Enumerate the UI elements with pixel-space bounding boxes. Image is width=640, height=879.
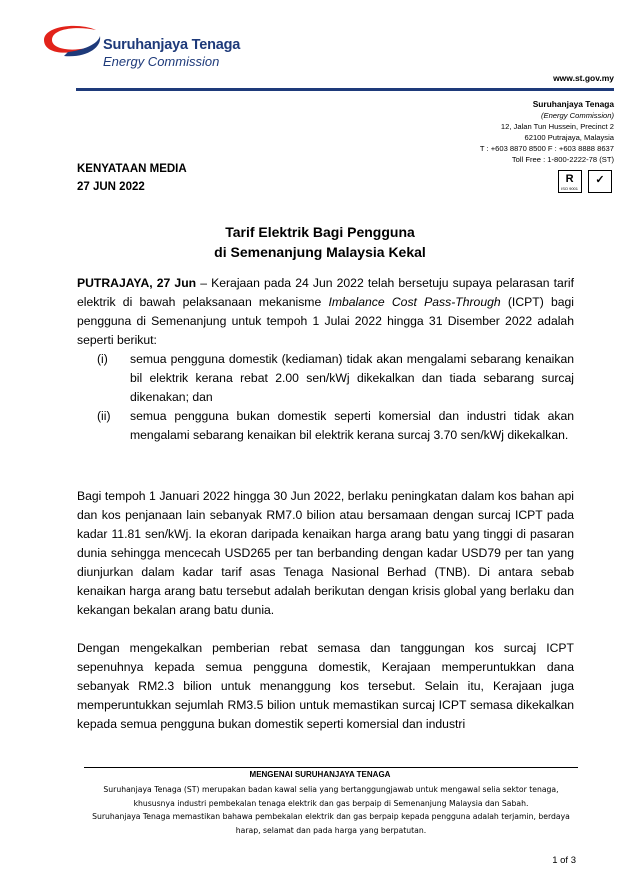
header-divider — [76, 88, 614, 91]
iso-cert-icon: R ISO 9001 — [558, 170, 582, 193]
paragraph-coal-prices: Bagi tempoh 1 Januari 2022 hingga 30 Jun 2022, berlaku peningkatan dalam kos bahan api dan kos penjanaan lain sebanyak RM7.0 bilion atau bersamaan dengan surcaj ICPT pada kadar 11.81 sen/kWj. Ia ekoran daripada kenaikan harga arang batu yang tinggi di pasaran dunia sehingga mencecah USD265 per tan berbanding dengan kadar USD79 per tan yang diunjurkan dalam kadar tarif asas Tenaga Nasional Berhad (TNB). Di antara sebab kenaikan harga arang batu tersebut adalah berikutan dengan krisis global yang berlaku dan kekangan bekalan arang batu dunia. — [77, 489, 574, 617]
list-item — [77, 350, 574, 407]
footer-about — [84, 783, 578, 837]
list-text: semua pengguna bukan domestik seperti komersial dan industri tidak akan mengalami sebarang kenaikan bil elektrik kerana surcaj 3.70 sen/kWj dikekalkan. — [130, 409, 574, 442]
paragraph-intro — [77, 274, 574, 350]
paragraph-text: – Kerajaan pada 24 Jun 2022 telah bersetuju supaya pelarasan tarif elektrik di bawah pelaksanaan mekanisme — [77, 276, 574, 309]
footer-title: MENGENAI SURUHANJAYA TENAGA — [249, 770, 391, 779]
statement-date: 27 JUN 2022 — [77, 181, 145, 193]
media-statement-label: KENYATAAN MEDIA — [77, 163, 187, 175]
paragraph-government-funding: Dengan mengekalkan pemberian rebat semasa dan tanggungan kos surcaj ICPT sepenuhnya kepada semua pengguna domestik, Kerajaan memperuntukkan dana sebanyak RM2.3 bilion untuk menanggung kos tersebut. Selain itu, Kerajaan juga memperuntukkan sejumlah RM3.5 bilion untuk memastikan surcaj ICPT semasa dikekalkan kepada semua pengguna bukan domestik seperti komersial dan industri — [77, 641, 574, 731]
check-cert-icon: ✓ — [588, 170, 612, 193]
address-phone: T : +603 8870 8500 F : +603 8888 8637 — [479, 144, 614, 153]
icpt-term: Imbalance Cost Pass-Through — [328, 295, 501, 309]
list-number: (ii) — [97, 409, 111, 423]
address-line: 12, Jalan Tun Hussein, Precinct 2 — [500, 122, 614, 131]
website-link[interactable]: www.st.gov.my — [553, 73, 614, 83]
brand-subtitle: Energy Commission — [103, 54, 220, 69]
dateline: PUTRAJAYA, 27 Jun — [77, 276, 197, 290]
title-line: Tarif Elektrik Bagi Pengguna — [225, 224, 415, 240]
address-line: 62100 Putrajaya, Malaysia — [524, 133, 614, 142]
document-title — [0, 222, 640, 262]
title-line: di Semenanjung Malaysia Kekal — [214, 244, 426, 260]
address-tollfree: Toll Free : 1-800-2222-78 (ST) — [511, 155, 614, 164]
address-org-sub: (Energy Commission) — [540, 111, 614, 120]
list-item — [77, 407, 574, 464]
certification-marks — [556, 170, 612, 193]
energy-commission-logo-icon — [38, 22, 108, 68]
brand-name: Suruhanjaya Tenaga — [103, 37, 241, 53]
footer-text-line: Suruhanjaya Tenaga memastikan bahawa pembekalan elektrik dan gas berpaip kepada pengguna adalah terjamin, berdaya harap, selamat dan pada harga yang berpatutan. — [92, 812, 570, 835]
list-text: semua pengguna domestik (kediaman) tidak akan mengalami sebarang kenaikan bil elektrik kerana rebat 2.00 sen/kWj dikekalkan dan tiada sebarang surcaj dikenakan; dan — [130, 352, 574, 404]
address-block — [480, 99, 614, 165]
page-number: 1 of 3 — [552, 855, 576, 866]
list-number: (i) — [97, 352, 108, 366]
paragraph-text: (ICPT) bagi pengguna di Semenanjung untuk tempoh 1 Julai 2022 hingga 31 Disember 2022 adalah seperti berikut: — [77, 295, 574, 347]
footer-text-line: Suruhanjaya Tenaga (ST) merupakan badan kawal selia yang bertanggungjawab untuk mengawal selia sektor tenaga, khususnya industri pembekalan tenaga elektrik dan gas berpaip di Semenanjung Malaysia dan Sabah. — [103, 785, 559, 808]
footer-divider — [84, 767, 578, 768]
address-org: Suruhanjaya Tenaga — [532, 99, 614, 109]
